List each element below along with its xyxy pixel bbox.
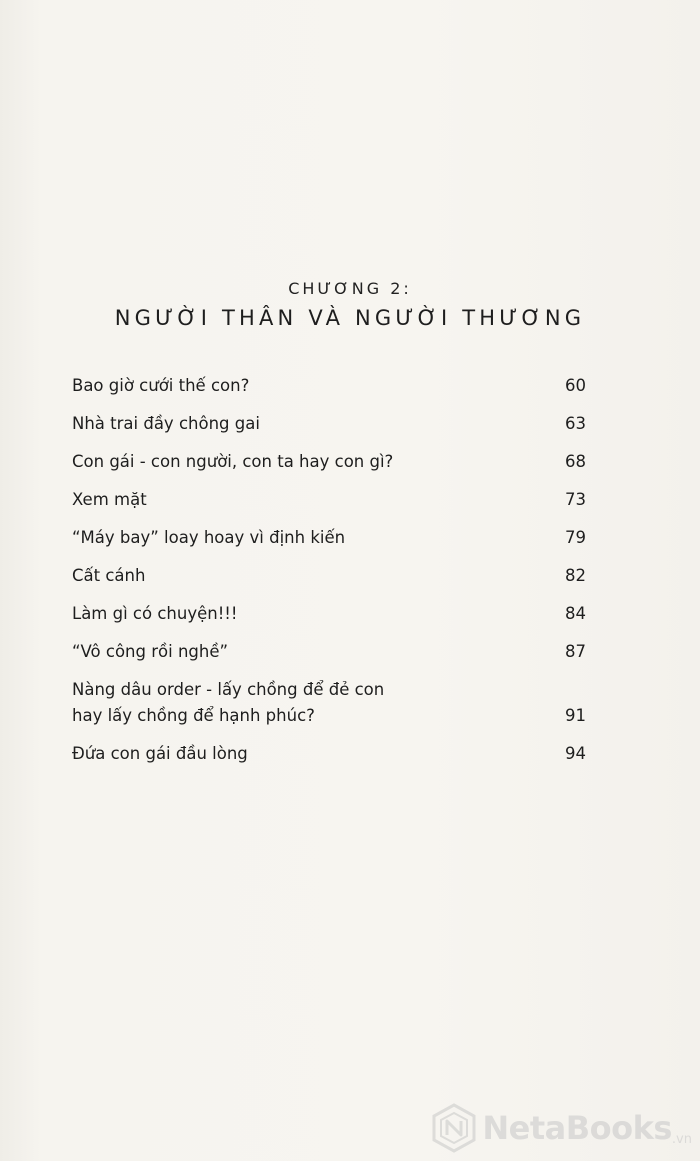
toc-entry-title: Cất cánh — [72, 566, 146, 585]
toc-entry-title: Đứa con gái đầu lòng — [72, 744, 248, 763]
toc-entry-title: Con gái - con người, con ta hay con gì? — [72, 452, 394, 471]
netabooks-logo-icon — [432, 1103, 476, 1153]
toc-entry-title: Bao giờ cưới thế con? — [72, 376, 250, 395]
table-of-contents — [72, 373, 586, 779]
toc-entry[interactable] — [72, 601, 586, 627]
toc-entry-title: Nhà trai đầy chông gai — [72, 414, 260, 433]
watermark-suffix: .vn — [671, 1132, 692, 1147]
toc-entry-page: 91 — [565, 706, 586, 725]
toc-entry[interactable] — [72, 449, 586, 475]
toc-entry[interactable] — [72, 741, 586, 767]
toc-entry-title: “Vô công rồi nghề” — [72, 642, 229, 661]
toc-entry-page: 68 — [565, 452, 586, 471]
toc-entry[interactable] — [72, 411, 586, 437]
netabooks-watermark — [432, 1103, 692, 1153]
toc-entry-page: 63 — [565, 414, 586, 433]
toc-entry[interactable] — [72, 677, 586, 729]
toc-entry-page: 87 — [565, 642, 586, 661]
toc-entry[interactable] — [72, 487, 586, 513]
chapter-title: NGƯỜI THÂN VÀ NGƯỜI THƯƠNG — [114, 306, 586, 330]
toc-entry-title: Làm gì có chuyện!!! — [72, 604, 238, 623]
toc-entry-page: 73 — [565, 490, 586, 509]
toc-entry[interactable] — [72, 639, 586, 665]
chapter-label: CHƯƠNG 2: — [288, 279, 412, 298]
toc-entry-title: Xem mặt — [72, 490, 147, 509]
toc-entry-page: 94 — [565, 744, 586, 763]
toc-entry-page: 84 — [565, 604, 586, 623]
toc-entry[interactable] — [72, 525, 586, 551]
toc-entry[interactable] — [72, 373, 586, 399]
toc-entry-page: 79 — [565, 528, 586, 547]
toc-entry-title-line-1: Nàng dâu order - lấy chồng để đẻ con — [72, 680, 385, 699]
toc-entry-page: 60 — [565, 376, 586, 395]
toc-entry[interactable] — [72, 563, 586, 589]
toc-entry-title: “Máy bay” loay hoay vì định kiến — [72, 528, 346, 547]
toc-entry-page: 82 — [565, 566, 586, 585]
toc-entry-title-line-2: hay lấy chồng để hạnh phúc? — [72, 706, 315, 725]
watermark-brand: NetaBooks — [482, 1109, 672, 1147]
